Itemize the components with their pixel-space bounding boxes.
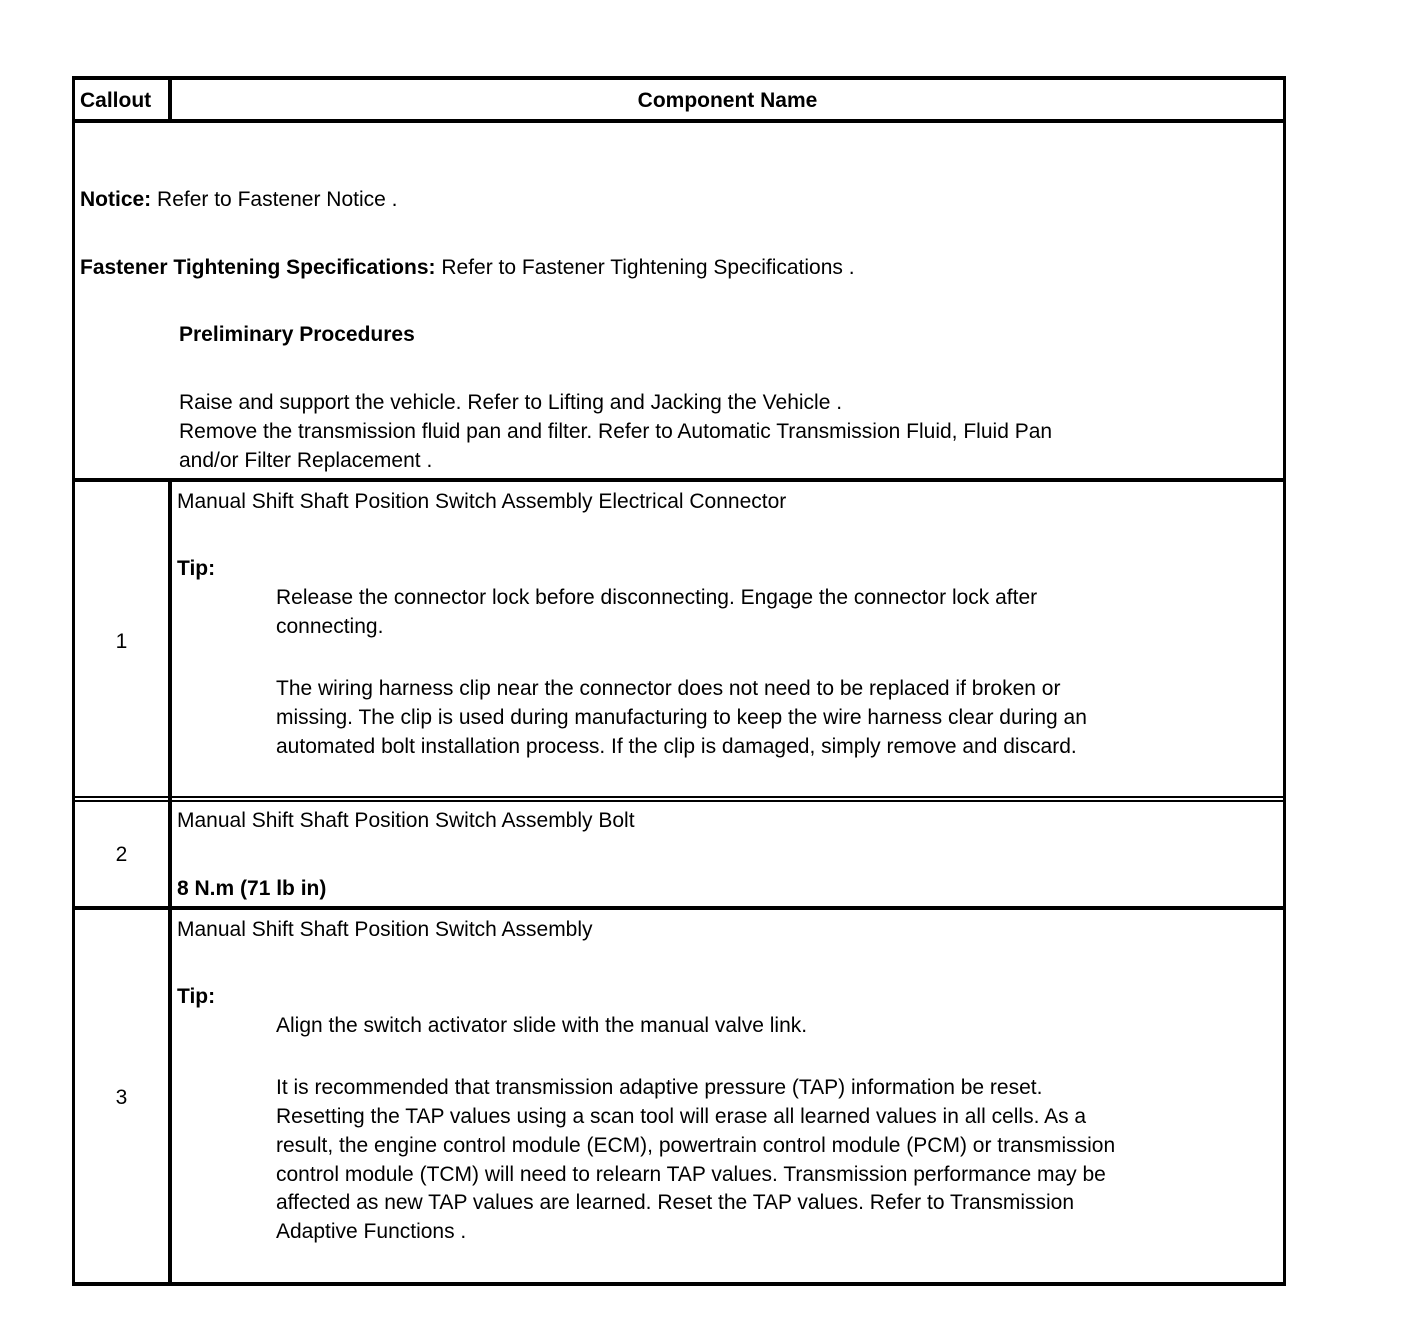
table-top-border [72,76,1286,80]
row1-bottom-border [72,796,1286,798]
row1-tip-line: The wiring harness clip near the connector does not need to be replaced if broken or [276,677,1061,700]
preliminary-title: Preliminary Procedures [179,323,415,346]
table-bottom-border [72,1282,1286,1286]
row3-tip-label: Tip: [177,985,216,1008]
row1-component-name: Manual Shift Shaft Position Switch Assembly Electrical Connector [177,490,787,513]
table-right-border [1283,76,1286,1286]
row3-tip-line: Adaptive Functions . [276,1220,467,1243]
row3-tip-line: control module (TCM) will need to relearn TAP values. Transmission performance may be [276,1163,1106,1186]
intro-bottom-border [72,478,1286,482]
row3-tip-line: It is recommended that transmission adaptive pressure (TAP) information be reset. [276,1076,1043,1099]
procedure-line: and/or Filter Replacement . [179,449,433,472]
row2-component-name: Manual Shift Shaft Position Switch Assembly Bolt [177,809,635,832]
row2-bottom-border [72,906,1286,910]
row3-tip-line: affected as new TAP values are learned. Reset the TAP values. Refer to Transmission [276,1191,1075,1214]
fastener-line [80,253,855,282]
header-component-name: Component Name [637,89,818,112]
notice-line [80,185,397,214]
row1-tip-line: Release the connector lock before disconnecting. Engage the connector lock after [276,586,1038,609]
row2-torque-spec: 8 N.m (71 lb in) [177,877,327,900]
row1-tip-line: missing. The clip is used during manufacturing to keep the wire harness clear during an [276,706,1087,729]
row1-tip-line: automated bolt installation process. If the clip is damaged, simply remove and discard. [276,735,1077,758]
row1-callout: 1 [115,630,128,653]
header-callout: Callout [80,89,152,112]
row3-tip-line: Resetting the TAP values using a scan tool will erase all learned values in all cells. As a [276,1105,1087,1128]
notice-text: Refer to Fastener Notice . [157,188,398,211]
row3-callout: 3 [115,1086,128,1109]
procedure-line: Remove the transmission fluid pan and filter. Refer to Automatic Transmission Fluid, Fluid Pan [179,420,1053,443]
fastener-label: Fastener Tightening Specifications: [80,256,436,279]
procedure-line: Raise and support the vehicle. Refer to Lifting and Jacking the Vehicle . [179,391,843,414]
row1-tip-label: Tip: [177,557,216,580]
header-bottom-border [72,119,1286,123]
row3-component-name: Manual Shift Shaft Position Switch Assembly [177,918,593,941]
fastener-text: Refer to Fastener Tightening Specifications . [441,256,855,279]
row2-callout: 2 [115,843,128,866]
rows-column-divider [168,478,172,1286]
row2-top-border [72,800,1286,802]
notice-label: Notice: [80,188,152,211]
row3-tip-line: result, the engine control module (ECM), powertrain control module (PCM) or transmission [276,1134,1116,1157]
row1-tip-line: connecting. [276,615,384,638]
row3-tip-line: Align the switch activator slide with the manual valve link. [276,1014,808,1037]
